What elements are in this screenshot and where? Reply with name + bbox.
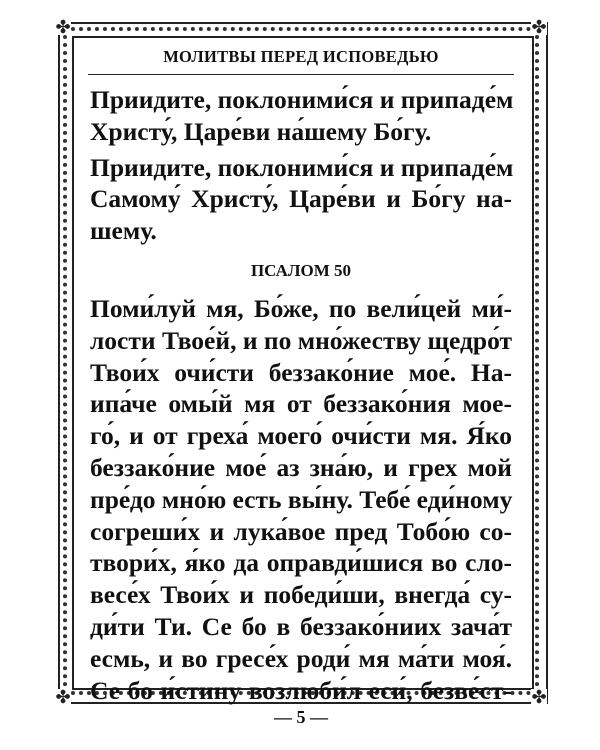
corner-ornament-icon: ✤ (531, 17, 547, 37)
text-line: согреши́х и лука́вое пред Тобо́ю со- (90, 516, 512, 546)
text-line: го́, и от греха́ моего́ очи́сти мя. Я́ко (90, 421, 512, 451)
intro-paragraph-2 (90, 152, 512, 247)
text-line: Поми́луй мя, Бо́же, по вели́цей ми́- (90, 293, 512, 323)
text-line: Се бо и́стину возлюби́л еси́, безве́ст- (90, 675, 512, 705)
text-line: ди́ти Ти. Се бо в беззако́ниих зача́т (90, 611, 512, 641)
text-line: Твои́х очи́сти беззако́ние мое́. На- (90, 357, 512, 387)
text-line: твори́х, я́ко да оправди́шися во сло- (90, 548, 512, 578)
text-line: шему. (90, 216, 157, 246)
corner-ornament-icon: ✤ (55, 687, 71, 707)
header-divider (88, 74, 514, 75)
text-line: Самому́ Христу́, Царе́ви и Бо́гу на- (90, 184, 512, 214)
text-line: Приидите, поклоними́ся и припаде́м (90, 152, 514, 182)
text-line: весе́х Твои́х и победи́ши, внегда́ су- (90, 580, 512, 610)
text-line: пре́до мно́ю есть вы́ну. Тебе́ еди́ному (90, 484, 513, 514)
intro-paragraph-1 (90, 84, 512, 148)
psalm-title: ПСАЛОМ 50 (250, 260, 352, 280)
text-line: ипа́че омы́й мя от беззако́ния мое- (90, 389, 512, 419)
text-line: Христу́, Царе́ви на́шему Бо́гу. (90, 116, 432, 146)
corner-ornament-icon: ✤ (531, 687, 547, 707)
page-body (90, 84, 512, 706)
text-line: Приидите, поклоними́ся и припаде́м (90, 85, 514, 114)
psalm-text (90, 293, 512, 706)
text-line: беззако́ние мое́ аз зна́ю, и грех мой (90, 452, 512, 482)
page-number: — 5 — (274, 707, 328, 727)
running-header: МОЛИТВЫ ПЕРЕД ИСПОВЕДЬЮ (163, 47, 439, 66)
text-line: лости Твое́й, и по мно́жеству щедро́т (90, 325, 513, 355)
corner-ornament-icon: ✤ (55, 17, 71, 37)
text-line: есмь, и во гресе́х роди́ мя ма́ти моя́. (90, 643, 512, 673)
